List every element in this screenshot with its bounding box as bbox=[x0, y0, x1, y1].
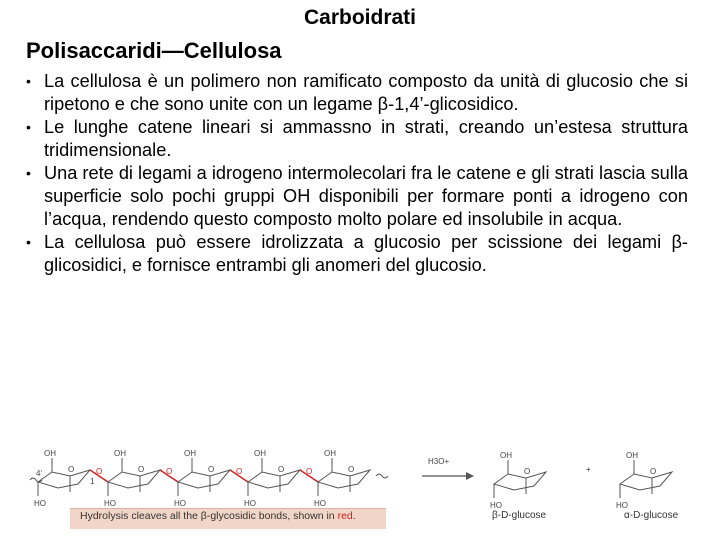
ring-oxygen-label: O bbox=[524, 467, 531, 476]
glucose-ring-chain bbox=[318, 470, 370, 488]
alpha-glucose-label: α-D-glucose bbox=[624, 510, 679, 521]
beta-glucose-label: β-D-glucose bbox=[492, 510, 547, 521]
oh-label: OH bbox=[114, 449, 126, 458]
oh-label: OH bbox=[626, 451, 638, 460]
bullet-item bbox=[26, 231, 688, 276]
ring-oxygen-label: O bbox=[278, 465, 285, 474]
figure-caption bbox=[80, 510, 356, 522]
reaction-arrow-head bbox=[466, 472, 474, 480]
glycosidic-oxygen-label: O bbox=[306, 467, 313, 476]
bullet-dot: • bbox=[26, 73, 31, 89]
plus-sign: + bbox=[586, 465, 591, 474]
ring-oxygen-label: O bbox=[138, 465, 145, 474]
bullet-text: Una rete di legami a idrogeno intermolecolari fra le catene e gli strati lascia sulla superficie solo pochi gruppi OH disponibili per formare ponti a idrogeno con l’acqua, rendendo questo composto molto polare ed insolubile in acqua. bbox=[44, 163, 688, 229]
ho-label: HO bbox=[244, 499, 256, 508]
oh-label: OH bbox=[254, 449, 266, 458]
bullet-item bbox=[26, 116, 688, 161]
beta-glucose-ring bbox=[494, 472, 546, 490]
caption-end: . bbox=[352, 510, 356, 522]
bullet-text: La cellulosa è un polimero non ramificato composto da unità di glucosio che si ripetono e che sono unite con un legame β-1,4’-glicosidico. bbox=[44, 71, 688, 114]
ring-oxygen-label: O bbox=[348, 465, 355, 474]
glycosidic-oxygen-label: O bbox=[236, 467, 243, 476]
bullet-item bbox=[26, 162, 688, 230]
glycosidic-oxygen-label: O bbox=[96, 467, 103, 476]
ring-oxygen-label: O bbox=[208, 465, 215, 474]
bullet-text: La cellulosa può essere idrolizzata a glucosio per scissione dei legami β-glicosidici, e fornisce entrambi gli anomeri del glucosio. bbox=[44, 232, 688, 275]
chain-end-wave bbox=[376, 474, 388, 478]
glucose-ring-chain bbox=[108, 470, 160, 488]
bullet-dot: • bbox=[26, 165, 31, 182]
oh-label: OH bbox=[184, 449, 196, 458]
slide-title: Carboidrati bbox=[303, 6, 416, 29]
position-label: 1 bbox=[90, 477, 95, 486]
ho-label: HO bbox=[490, 501, 502, 510]
oh-label: OH bbox=[500, 451, 512, 460]
ring-oxygen-label: O bbox=[68, 465, 75, 474]
glucose-ring-chain bbox=[38, 470, 90, 488]
ho-label: HO bbox=[314, 499, 326, 508]
glucose-ring-chain bbox=[248, 470, 300, 488]
position-label: 4' bbox=[36, 469, 42, 478]
alpha-glucose-ring bbox=[620, 472, 672, 490]
ho-label: HO bbox=[174, 499, 186, 508]
bullet-text: Le lunghe catene lineari si ammassno in strati, creando un’estesa struttura tridimensionale. bbox=[44, 117, 688, 160]
ho-label: HO bbox=[34, 499, 46, 508]
ho-label: HO bbox=[104, 499, 116, 508]
caption-red-word: red bbox=[337, 510, 353, 522]
bullet-list bbox=[26, 70, 688, 277]
bullet-dot: • bbox=[26, 234, 31, 251]
glucose-ring-chain bbox=[178, 470, 230, 488]
bullet-dot: • bbox=[26, 119, 31, 136]
oh-label: OH bbox=[324, 449, 336, 458]
slide-subtitle: Polisaccaridi—Cellulosa bbox=[26, 38, 282, 63]
bullet-item bbox=[26, 70, 688, 115]
ring-oxygen-label: O bbox=[650, 467, 657, 476]
glycosidic-oxygen-label: O bbox=[166, 467, 173, 476]
reagent-label: H3O+ bbox=[428, 457, 450, 466]
oh-label: OH bbox=[44, 449, 56, 458]
caption-main: Hydrolysis cleaves all the β-glycosidic bonds, shown in bbox=[80, 510, 335, 522]
ho-label: HO bbox=[616, 501, 628, 510]
